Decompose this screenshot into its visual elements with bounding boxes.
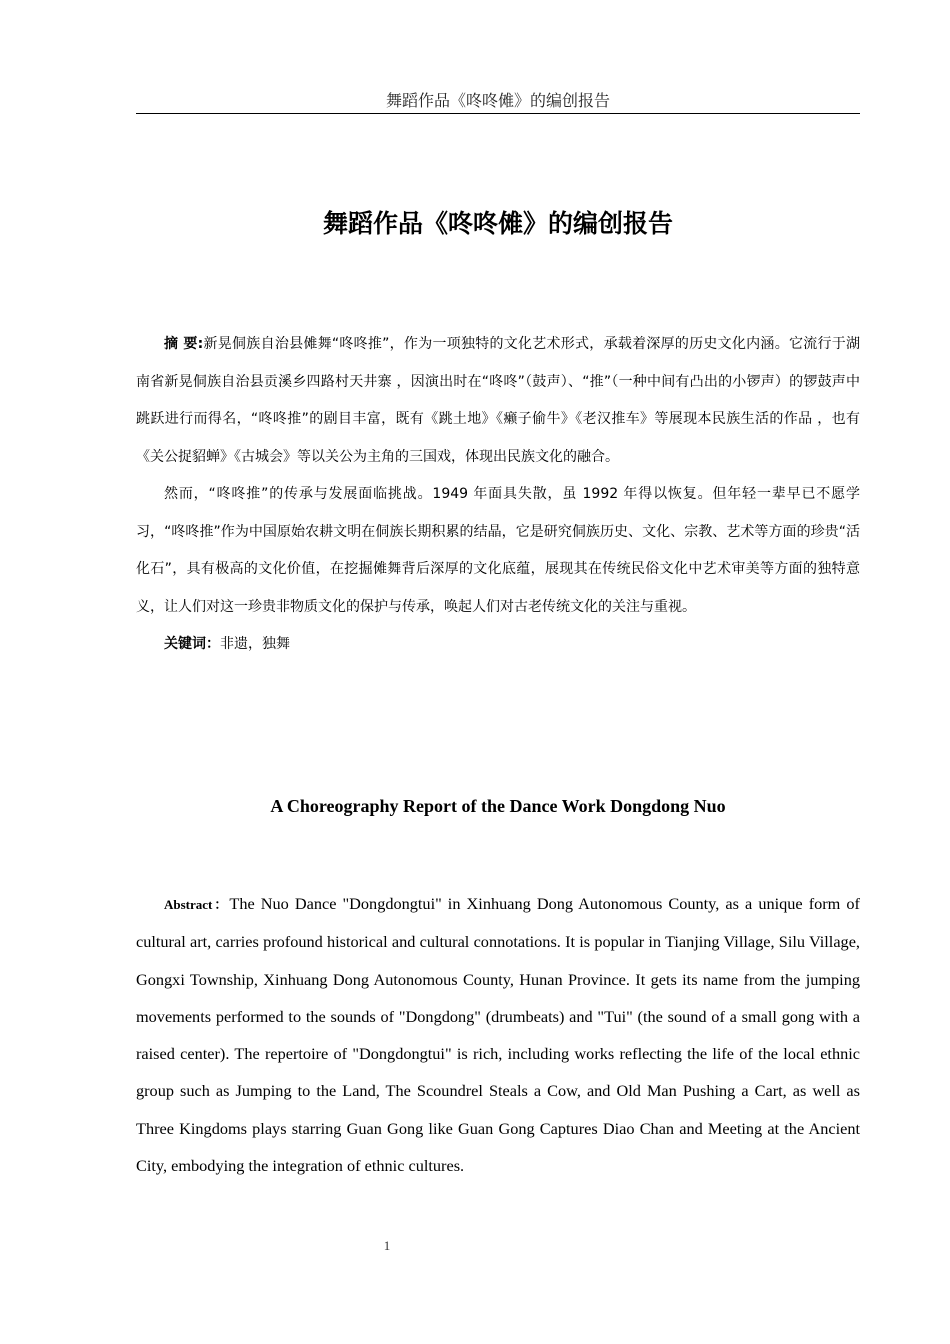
chinese-abstract-label: 摘 要: bbox=[164, 336, 204, 352]
keywords-label: 关键词： bbox=[164, 636, 220, 652]
chinese-abstract-paragraph-2: 然而，“咚咚推”的传承与发展面临挑战。1949 年面具失散，虽 1992 年得以恢复。但年轻一辈早已不愿学习，“咚咚推”作为中国原始农耕文明在侗族长期积累的结晶，它是研究侗族历史、文化、宗教、艺术等方面的珍贵“活化石”，具有极高的文化价值，在挖掘傩舞背后深厚的文化底蕴，展现其在传统民俗文化中艺术审美等方面的独特意义，让人们对这一珍贵非物质文化的保护与传承，唤起人们对古老传统文化的关注与重视。 bbox=[136, 486, 860, 615]
english-abstract-label: Abstract： bbox=[164, 897, 230, 912]
running-header bbox=[136, 90, 860, 114]
page-number: 1 bbox=[383, 1238, 391, 1253]
english-title: A Choreography Report of the Dance Work Dongdong Nuo bbox=[270, 796, 726, 816]
english-abstract-text: The Nuo Dance "Dongdongtui" in Xinhuang Dong Autonomous County, as a unique form of cultural art, carries profound historical and cultural connotations. It is popular in Tianjing Village, Silu Village, Gongxi Township, Xinhuang Dong Autonomous County, Hunan Province. It gets its name from the jumping movements performed to the sounds of "Dongdong" (drumbeats) and "Tui" (the sound of a small gong with a raised center). The repertoire of "Dongdongtui" is rich, including works reflecting the life of the local ethnic group such as Jumping to the Land, The Scoundrel Steals a Cow, and Old Man Pushing a Cart, as well as Three Kingdoms plays starring Guan Gong like Guan Gong Captures Diao Chan and Meeting at the Ancient City, embodying the integration of ethnic cultures. bbox=[136, 894, 860, 1176]
english-abstract bbox=[136, 885, 860, 1184]
chinese-abstract bbox=[136, 326, 860, 664]
running-header-title: 舞蹈作品《咚咚傩》的编创报告 bbox=[385, 91, 610, 110]
chinese-abstract-paragraph-1 bbox=[136, 326, 860, 476]
keywords-line bbox=[136, 626, 860, 664]
chinese-abstract-text-1: 新晃侗族自治县傩舞“咚咚推”，作为一项独特的文化艺术形式，承载着深厚的历史文化内涵。它流行于湖南省新晃侗族自治县贡溪乡四路村天井寨 ，因演出时在“咚咚”（鼓声）、“推”（一种中间有凸出的小锣声）的锣鼓声中跳跃进行而得名，“咚咚推”的剧目丰富，既有《跳土地》《癞子偷牛》《老汉推车》等展现本民族生活的作品 ，也有《关公捉貂蝉》《古城会》等以关公为主角的三国戏，体现出民族文化的融合。 bbox=[136, 336, 860, 465]
keywords-value: 非遗，独舞 bbox=[220, 636, 290, 652]
document-title: 舞蹈作品《咚咚傩》的编创报告 bbox=[322, 209, 673, 238]
